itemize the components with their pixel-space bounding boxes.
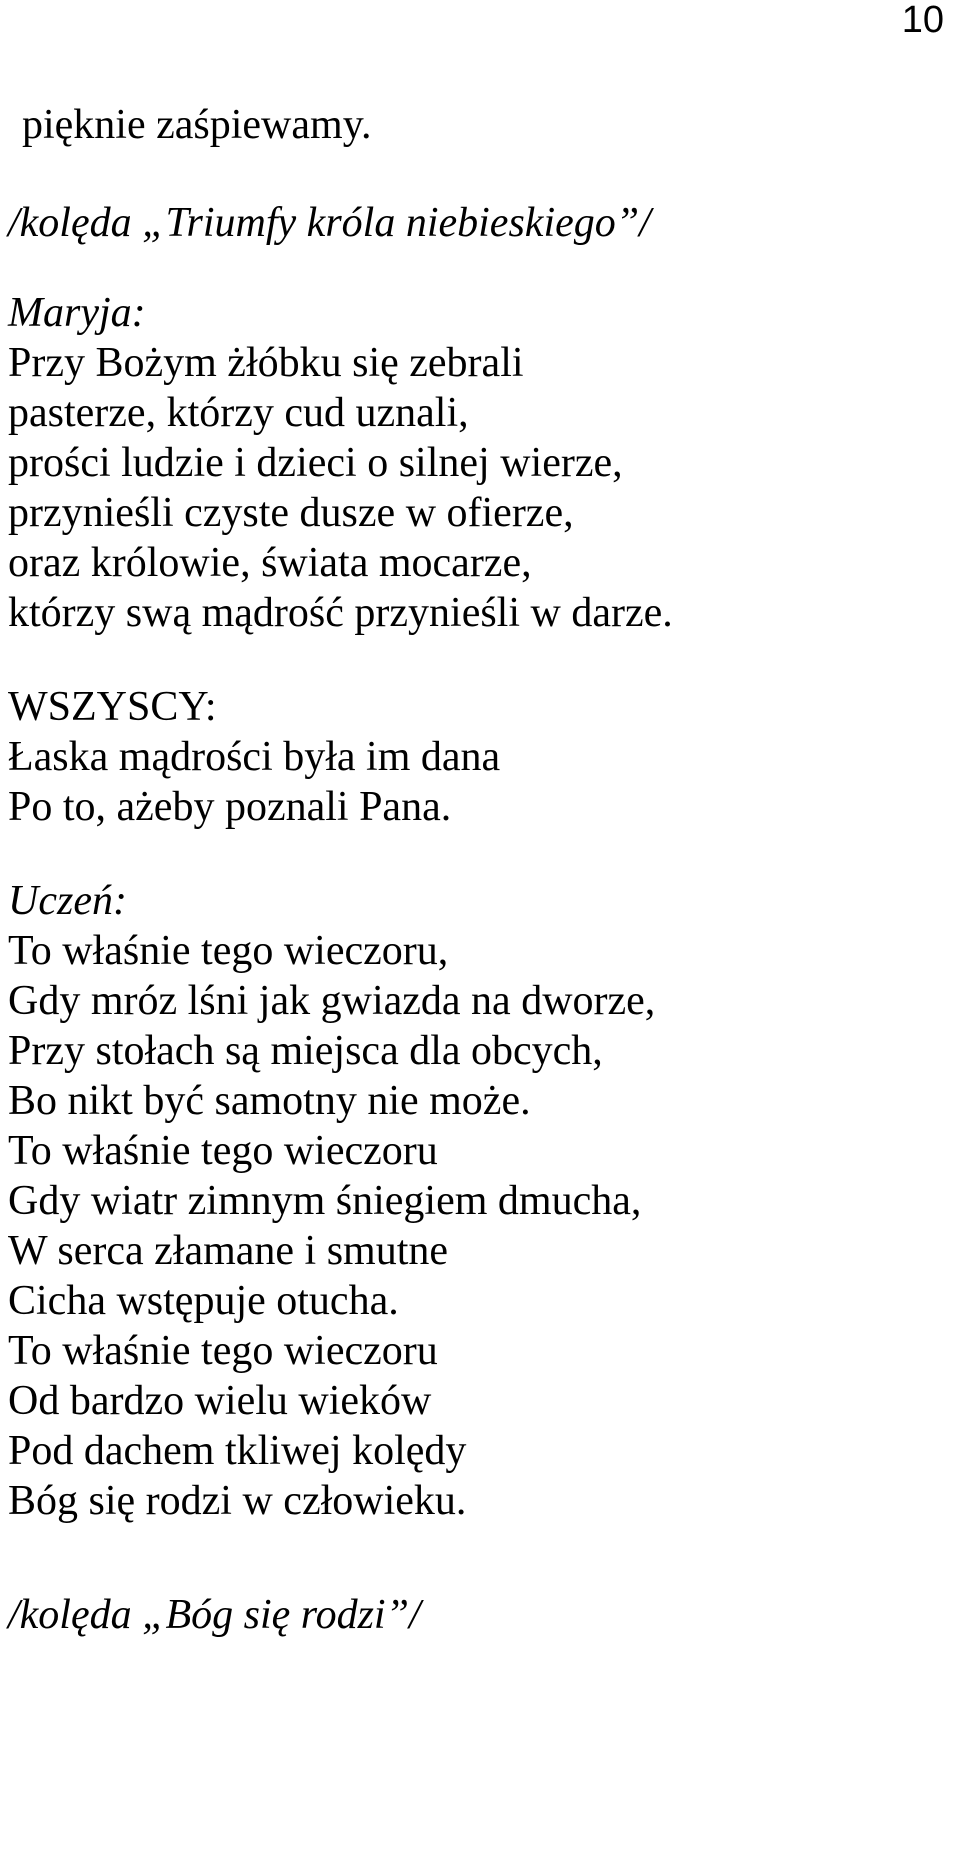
document-body xyxy=(8,100,948,1640)
carol-title-1: /kolęda „Triumfy króla niebieskiego”/ xyxy=(8,200,651,246)
verse-line: oraz królowie, świata mocarze, xyxy=(8,540,532,586)
verse-line: To właśnie tego wieczoru xyxy=(8,1128,438,1174)
speaker-all: WSZYSCY: xyxy=(8,684,217,730)
verse-line: To właśnie tego wieczoru xyxy=(8,1328,438,1374)
verse-line: przynieśli czyste dusze w ofierze, xyxy=(8,490,574,536)
verse-line: Gdy wiatr zimnym śniegiem dmucha, xyxy=(8,1178,642,1224)
speaker-maryja: Maryja: xyxy=(8,290,146,336)
verse-line: Od bardzo wielu wieków xyxy=(8,1378,432,1424)
verse-line: Bóg się rodzi w człowieku. xyxy=(8,1478,467,1524)
verse-line: To właśnie tego wieczoru, xyxy=(8,928,449,974)
verse-line: Cicha wstępuje otucha. xyxy=(8,1278,399,1324)
verse-line: Przy Bożym żłóbku się zebrali xyxy=(8,340,524,386)
all-verse xyxy=(8,732,948,832)
verse-line: Bo nikt być samotny nie może. xyxy=(8,1078,531,1124)
verse-line: W serca złamane i smutne xyxy=(8,1228,449,1274)
intro-line: pięknie zaśpiewamy. xyxy=(22,102,372,148)
maryja-verse xyxy=(8,338,948,638)
verse-line: Łaska mądrości była im dana xyxy=(8,734,501,780)
page-number: 10 xyxy=(901,0,944,41)
speaker-student: Uczeń: xyxy=(8,878,127,924)
verse-line: pasterze, którzy cud uznali, xyxy=(8,390,469,436)
student-verse xyxy=(8,926,948,1526)
verse-line: Pod dachem tkliwej kolędy xyxy=(8,1428,467,1474)
carol-title-2: /kolęda „Bóg się rodzi”/ xyxy=(8,1592,421,1638)
verse-line: Po to, ażeby poznali Pana. xyxy=(8,784,452,830)
verse-line: prości ludzie i dzieci o silnej wierze, xyxy=(8,440,623,486)
verse-line: Gdy mróz lśni jak gwiazda na dworze, xyxy=(8,978,656,1024)
verse-line: którzy swą mądrość przynieśli w darze. xyxy=(8,590,673,636)
verse-line: Przy stołach są miejsca dla obcych, xyxy=(8,1028,603,1074)
